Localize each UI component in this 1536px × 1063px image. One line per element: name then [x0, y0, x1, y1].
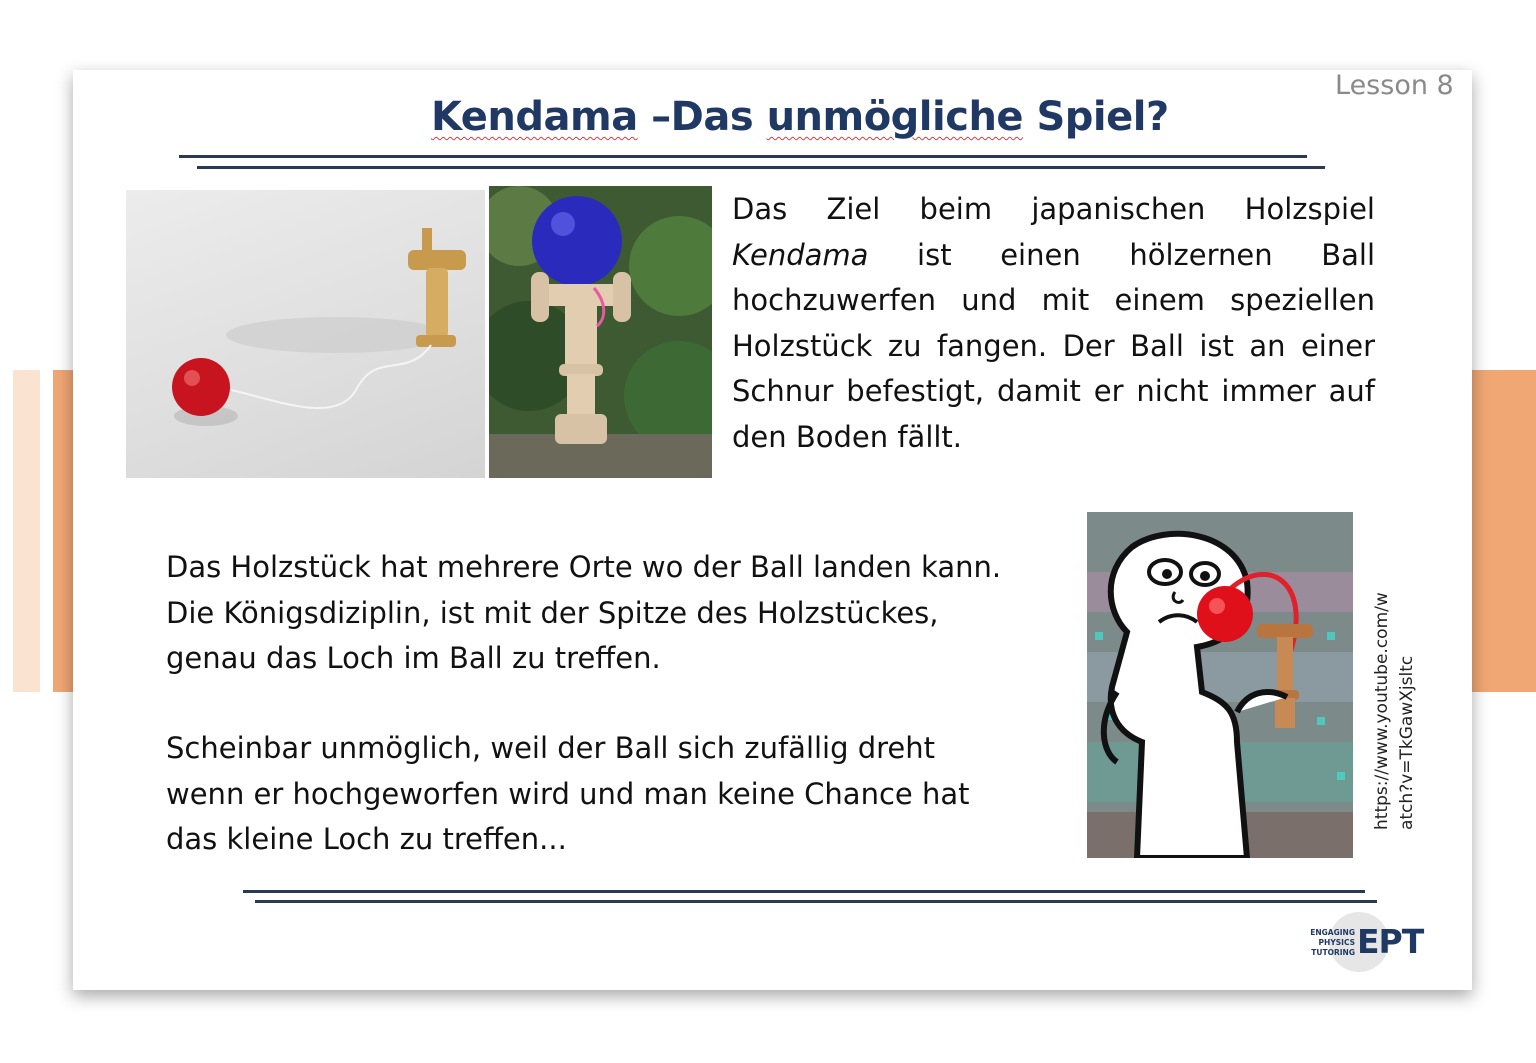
lesson-label: Lesson 8 [1335, 70, 1454, 101]
title-part-unmoegliche: unmögliche [766, 94, 1024, 140]
url-line-1: https://www.youtube.com/w [1372, 592, 1392, 830]
impossible-line-3: das kleine Loch zu treffen... [166, 822, 567, 856]
title-part-das: –Das [637, 94, 767, 140]
logo-wordmark: EPT [1357, 922, 1424, 961]
title-part-spiel: Spiel? [1023, 94, 1169, 140]
kendama-forest-photo [489, 186, 712, 478]
intro-lead: Das Ziel beim japanischen Holzspiel [732, 192, 1375, 226]
logo-word-physics: PHYSICS [1318, 938, 1355, 947]
footer-rule-bottom [255, 900, 1377, 903]
kendama-table-illustration [126, 190, 485, 478]
landing-paragraph [166, 545, 1106, 682]
cartoon-kendama-image [1087, 512, 1353, 858]
slide [73, 70, 1472, 990]
footer-rule-top [243, 890, 1365, 893]
landing-line-3: genau das Loch im Ball zu treffen. [166, 641, 661, 675]
impossible-line-2: wenn er hochgeworfen wird und man keine Chance hat [166, 776, 970, 811]
slide-title [431, 94, 1169, 140]
decor-band-left-pale [13, 370, 40, 692]
landing-line-2: Die Königsdiziplin, ist mit der Spitze des Holzstückes, [166, 595, 939, 630]
logo-tagline [1309, 928, 1355, 958]
landing-line-1: Das Holzstück hat mehrere Orte wo der Ball landen kann. [166, 550, 1002, 584]
impossible-line-1: Scheinbar unmöglich, weil der Ball sich zufällig dreht [166, 731, 936, 765]
impossible-paragraph [166, 726, 1106, 863]
logo-word-tutoring: TUTORING [1311, 948, 1355, 957]
intro-paragraph [732, 187, 1375, 460]
intro-rest: ist einen hölzernen Ball hochzuwerfen und mit einem speziellen Holzstück zu fangen. Der Ball ist an einer Schnur befestigt, damit er nicht immer auf den Boden fällt. [732, 237, 1375, 454]
decor-band-right [1472, 370, 1536, 692]
kendama-forest-illustration [489, 186, 712, 478]
intro-kendama-italic: Kendama [732, 237, 869, 272]
video-source-url [1370, 560, 1420, 830]
logo-word-engaging: ENGAGING [1310, 928, 1355, 937]
kendama-table-photo [126, 190, 485, 478]
title-rule-bottom [197, 166, 1325, 169]
ept-logo [1309, 910, 1429, 974]
decor-band-left [53, 370, 73, 692]
title-rule-top [179, 155, 1307, 158]
cartoon-illustration [1087, 512, 1353, 858]
title-part-kendama: Kendama [431, 94, 638, 140]
url-line-2: atch?v=TkGawXjsltc [1397, 655, 1417, 830]
